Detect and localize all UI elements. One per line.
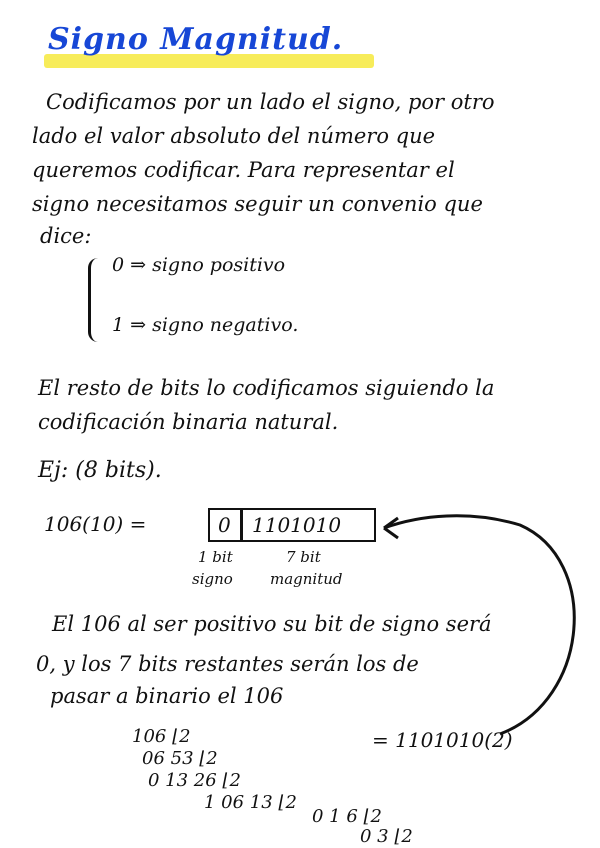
binary-result: = 1101010(2): [372, 728, 513, 752]
division-row6: 0 3 ⌊2: [360, 826, 413, 847]
convention-positive: 0 ⇒ signo positivo: [112, 254, 286, 276]
sign-bit: 0: [218, 513, 231, 537]
page-title: Signo Magnitud.: [48, 22, 344, 57]
division-row1: 106 ⌊2: [132, 726, 191, 747]
magnitude-caption-2: magnitud: [270, 570, 343, 588]
magnitude-bits: 1101010: [252, 513, 342, 537]
paragraph2-line2: codificación binaria natural.: [38, 410, 339, 434]
example-label: Ej: (8 bits).: [38, 458, 162, 483]
division-row5: 0 1 6 ⌊2: [312, 806, 382, 827]
sign-caption-1: 1 bit: [198, 548, 233, 566]
division-row2: 06 53 ⌊2: [142, 748, 218, 769]
paragraph1-line5: dice:: [40, 224, 92, 248]
paragraph1-line3: queremos codificar. Para representar el: [32, 158, 455, 182]
division-row3: 0 13 26 ⌊2: [148, 770, 241, 791]
paragraph2-line1: El resto de bits lo codificamos siguiendo la: [38, 376, 495, 400]
sign-caption-2: signo: [192, 570, 233, 588]
paragraph1-line2: lado el valor absoluto del número que: [32, 124, 436, 148]
paragraph3-line1: El 106 al ser positivo su bit de signo será: [52, 612, 492, 636]
example-number: 106(10) =: [44, 512, 147, 536]
division-row4: 1 06 13 ⌊2: [204, 792, 297, 813]
paragraph3-line3: pasar a binario el 106: [50, 684, 284, 708]
magnitude-caption-1: 7 bit: [286, 548, 321, 566]
paragraph1-line4: signo necesitamos seguir un convenio que: [32, 192, 483, 216]
paragraph3-line2: 0, y los 7 bits restantes serán los de: [36, 652, 419, 676]
paragraph1-line1: Codificamos por un lado el signo, por otro: [46, 90, 495, 114]
convention-negative: 1 ⇒ signo negativo.: [112, 314, 299, 336]
